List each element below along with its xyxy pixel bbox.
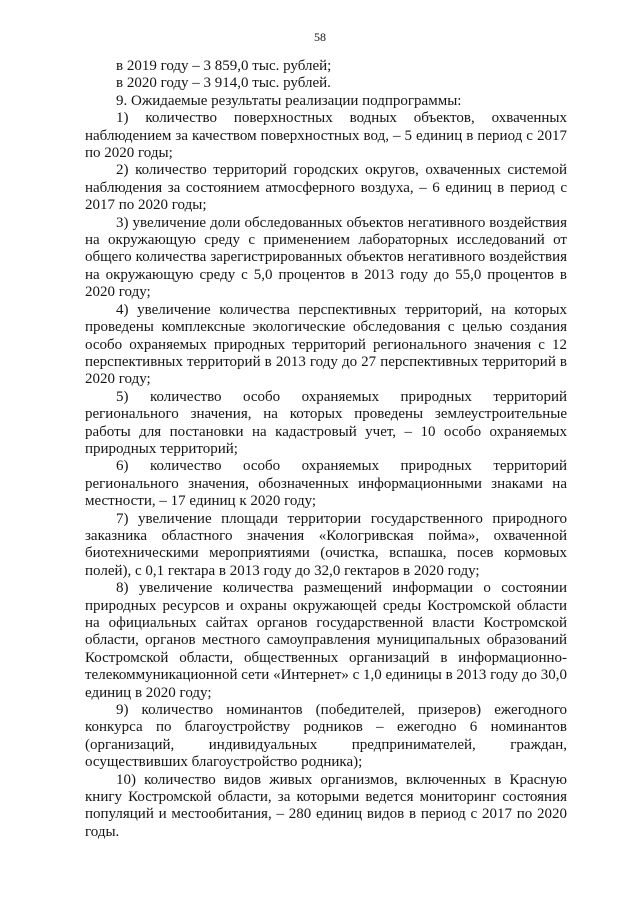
paragraph-budget-2019: в 2019 году – 3 859,0 тыс. рублей; bbox=[116, 58, 332, 74]
result-item-2: 2) количество территорий городских округов, охваченных системой наблюдения за состоянием атмосферного воздуха, – 6 единиц в период с 2017 по 2020 годы; bbox=[85, 162, 567, 214]
result-item-7: 7) увеличение площади территории государственного природного заказника областного значения «Кологривская пойма», охваченной биотехническими мероприятиями (очистка, вспашка, посев кормовых полей), с 0,1 гектара в 2013 году до 32,0 гектаров в 2020 году; bbox=[85, 510, 567, 579]
result-item-3: 3) увеличение доли обследованных объектов негативного воздействия на окружающую среду с применением лабораторных исследований от общего количества зарегистрированных объектов негативного воздействия на окружающую среду с 5,0 процентов в 2013 году до 55,0 процентов в 2020 году; bbox=[85, 214, 567, 301]
result-item-1: 1) количество поверхностных водных объектов, охваченных наблюдением за качеством поверхностных вод, – 5 единиц в период с 2017 по 2020 годы; bbox=[85, 110, 567, 162]
document-body bbox=[85, 58, 567, 841]
result-item-9: 9) количество номинантов (победителей, призеров) ежегодного конкурса по благоустройству родников – ежегодно 6 номинантов (организаций, индивидуальных предпринимателей, граждан, осуществивших благоустройство родника); bbox=[85, 702, 567, 771]
result-item-6: 6) количество особо охраняемых природных территорий регионального значения, обозначенных информационными знаками на местности, – 17 единиц к 2020 году; bbox=[85, 458, 567, 510]
result-item-4: 4) увеличение количества перспективных территорий, на которых проведены комплексные экологические обследования с целью создания особо охраняемых природных территорий регионального значения с 12 перспективных территорий в 2013 году до 27 перспективных территорий в 2020 году; bbox=[85, 301, 567, 388]
result-item-5: 5) количество особо охраняемых природных территорий регионального значения, на которых проведены землеустроительные работы для постановки на кадастровый учет, – 10 особо охраняемых природных территорий; bbox=[85, 388, 567, 457]
page-number: 58 bbox=[314, 30, 326, 44]
section-heading-expected-results: 9. Ожидаемые результаты реализации подпрограммы: bbox=[116, 92, 462, 109]
result-item-10: 10) количество видов живых организмов, включенных в Красную книгу Костромской области, за которыми ведется мониторинг состояния популяций и местообитания, – 280 единиц видов в период с 2017 по 2020 годы. bbox=[85, 771, 567, 840]
paragraph-budget-2020: в 2020 году – 3 914,0 тыс. рублей. bbox=[116, 75, 331, 92]
result-item-8: 8) увеличение количества размещений информации о состоянии природных ресурсов и охраны окружающей среды Костромской области на официальных сайтах органов государственной власти Костромской области, органов местного самоуправления муниципальных образований Костромской области, общественных организаций в информационно-телекоммуникационной сети «Интернет» с 1,0 единицы в 2013 году до 30,0 единиц в 2020 году; bbox=[85, 580, 568, 701]
